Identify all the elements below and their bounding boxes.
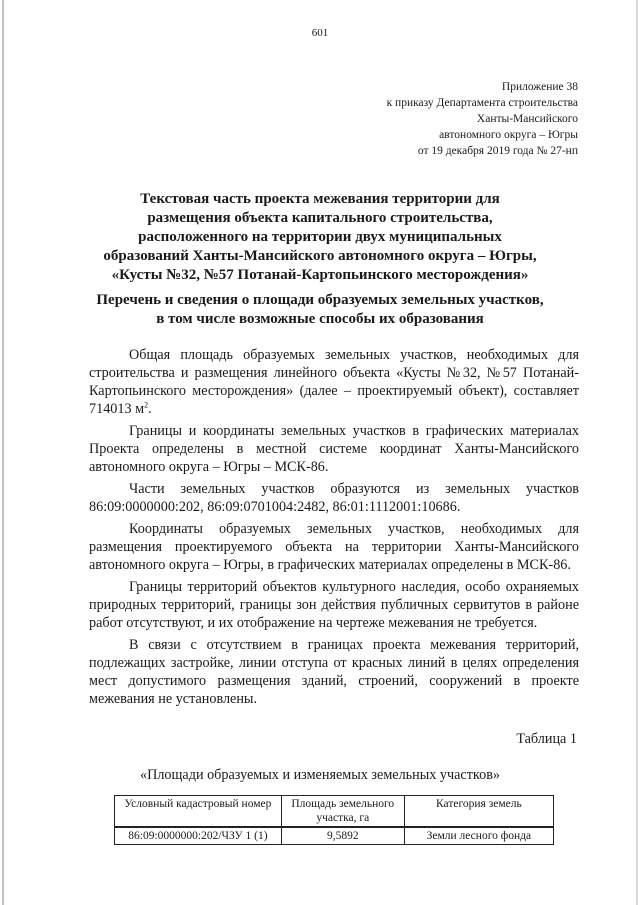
column-header: Категория земель — [404, 796, 553, 828]
appendix-line: от 19 декабря 2019 года № 27-нп — [417, 145, 578, 157]
table-cell: Земли лесного фонда — [404, 827, 553, 845]
document-title — [90, 190, 550, 285]
subtitle-line: в том числе возможные способы их образования — [156, 311, 484, 327]
appendix-line: Ханты-Мансийского — [476, 113, 578, 125]
table-cell: 9,5892 — [281, 827, 404, 845]
body-text — [89, 346, 579, 712]
title-line: Текстовая часть проекта межевания территории для — [140, 191, 500, 207]
section-subtitle — [90, 291, 550, 329]
title-line: образований Ханты-Мансийского автономного округа – Югры, — [103, 248, 537, 264]
title-line: расположенного на территории двух муниципальных — [138, 229, 502, 245]
land-plots-table — [114, 795, 554, 845]
paragraph-setback-lines: В связи с отсутствием в границах проекта межевания территорий, подлежащих застройке, линии отступа от красных линий в целях определения мест допустимого размещения зданий, строений, сооружений в проекте межевания не установлены. — [89, 637, 579, 707]
appendix-line: Приложение 38 — [501, 81, 578, 93]
paragraph-msk86: Координаты образуемых земельных участков, необходимых для размещения проектируемого объекта на территории Ханты-Мансийского автономного округа – Югры, в графических материалах определены в МСК-86. — [89, 521, 579, 573]
page-number: 601 — [311, 27, 329, 39]
table-header-row — [115, 796, 554, 828]
paragraph-heritage: Границы территорий объектов культурного наследия, особо охраняемых природных территорий, границы зон действия публичных сервитутов в районе работ отсутствуют, и их отображение на чертеже межевания не требуется. — [89, 579, 579, 631]
column-header: Площадь земельного участка, га — [281, 796, 404, 828]
table-cell: 86:09:0000000:202/ЧЗУ 1 (1) — [115, 827, 282, 845]
title-line: «Кусты №32, №57 Потанай-Картопьинского месторождения» — [111, 267, 529, 283]
appendix-line: автономного округа – Югры — [439, 129, 578, 141]
column-header: Условный кадастровый номер — [115, 796, 282, 828]
appendix-line: к приказу Департамента строительства — [386, 97, 578, 109]
table-row — [115, 827, 554, 845]
title-line: размещения объекта капитального строительства, — [147, 210, 493, 226]
paragraph-source-parcels: Части земельных участков образуются из земельных участков 86:09:0000000:202, 86:09:0701004:2482, 86:01:1112001:10686. — [89, 481, 579, 515]
table-title: «Площади образуемых и изменяемых земельных участков» — [139, 767, 500, 783]
subtitle-line: Перечень и сведения о площади образуемых земельных участков, — [96, 292, 544, 308]
paragraph-total-area: Общая площадь образуемых земельных участков, необходимых для строительства и размещения линейного объекта «Кусты №32, №57 Потанай-Картопьинского месторождения» (далее – проектируемый объект), составляет 714013 $м^2$. — [89, 347, 579, 417]
table-label: Таблица 1 — [516, 731, 577, 747]
paragraph-coordinates: Границы и координаты земельных участков в графических материалах Проекта определены в местной системе координат Ханты-Мансийского автономного округа – Югры – МСК-86. — [89, 423, 579, 475]
appendix-block — [387, 79, 578, 159]
